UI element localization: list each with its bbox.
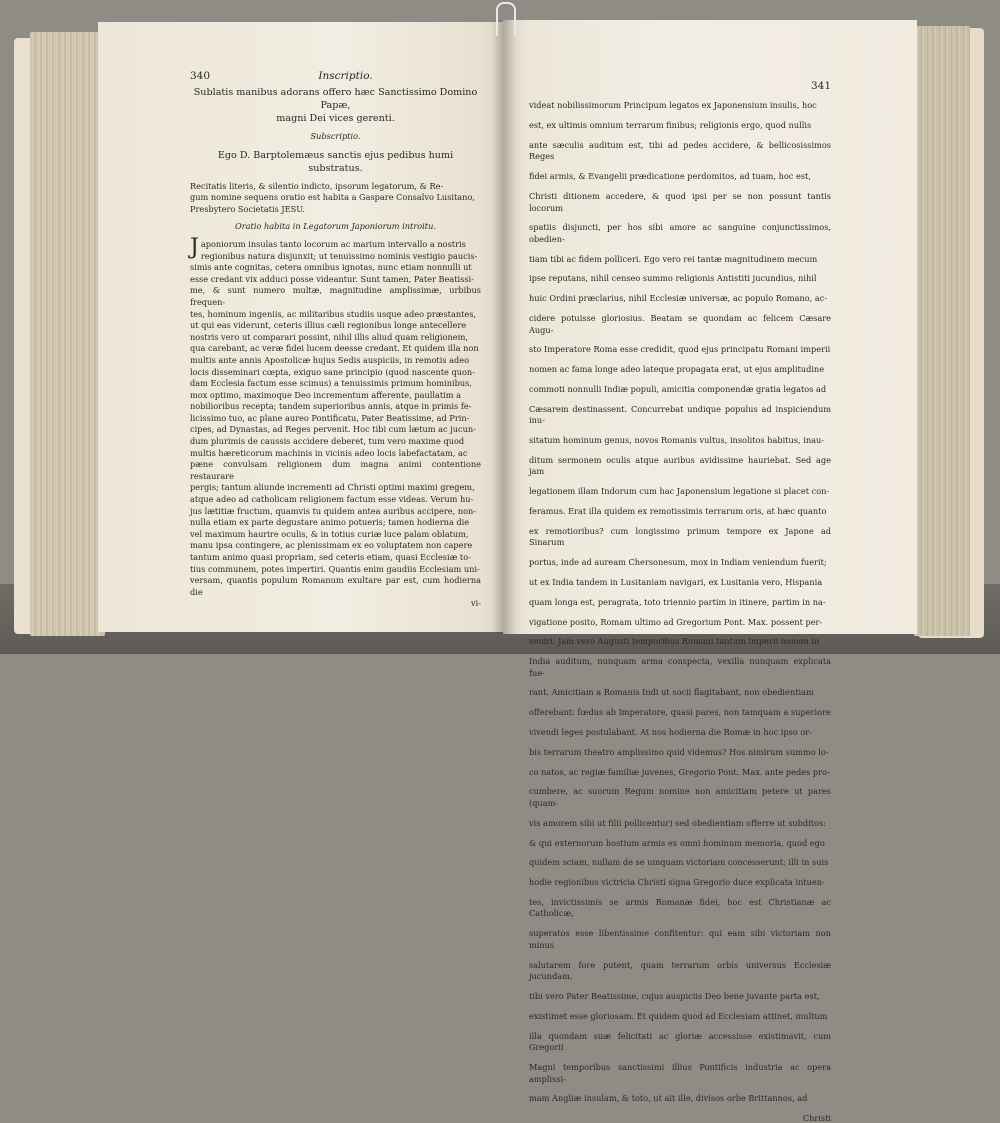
text-line: offerebant: fœdus ab Imperatore, quasi pares, non tamquam a superiore	[529, 707, 831, 718]
text-line: legationem illam Indorum cum hac Japonensium legatione si placet con-	[529, 486, 830, 497]
text-line: mam Angliæ insulam, & toto, ut ait ille, divisos orbe Brittannos, ad	[529, 1093, 808, 1104]
right-page-number: 341	[810, 80, 831, 92]
text-line: sitatum hominum genus, novos Romanis vultus, insolitos habitus, inau-	[529, 435, 825, 446]
text-line: vigatione posito, Romam ultimo ad Gregorium Pont. Max. possent per-	[529, 616, 823, 627]
text-line: & qui externorum hostium armis ex omni hominum memoria, quod ego	[529, 837, 825, 848]
text-line: cidere potuisse gloriosius. Beatam se quondam ac felicem Cæsare Augu-	[529, 313, 831, 335]
inscription-block	[190, 86, 481, 239]
text-line: quam longa est, peragrata, toto triennio partim in itinere, partim in na-	[529, 596, 826, 607]
text-line: qua carebant, ac veræ fidei lucem deesse credant. Et quidem illa non	[190, 343, 479, 354]
left-running-head	[190, 70, 481, 82]
text-line: nostris vero ut comparari possint, nihil illis aliud quam religionem,	[190, 331, 468, 342]
text-line: locis disseminari cœpta, exiguo sane principio (quod nascente quon-	[190, 366, 475, 377]
text-line: videat nobilissimorum Principum legatos ex Japonensium insulis, hoc	[529, 100, 817, 111]
text-line: sto Imperatore Roma esse credidit, quod ejus principatu Romani imperii	[529, 344, 831, 355]
text-line: commoti nonnulli Indiæ populi, amicitia componendæ gratia legatos ad	[529, 383, 827, 394]
text-line: ut qui eas viderunt, ceteris illius cæli regionibus longe antecellere	[190, 320, 467, 331]
text-line: ex remotioribus? cum longissimo primum tempore ex Japone ad Sinarum	[529, 525, 831, 548]
text-line: fidei armis, & Evangelii prædicatione perdomitos, ad tuam, hoc est,	[529, 171, 811, 182]
text-line: India auditum, nunquam arma conspecta, vexilla nunquam explicata fue-	[529, 656, 831, 678]
text-line: multis ante annis Apostolicæ hujus Sedis auspiciis, in remotis adeo	[190, 354, 470, 365]
text-line: salutarem fore putent, quam terrarum orbis universus Ecclesiæ jucundam,	[529, 959, 831, 982]
text-line: quidem sciam, nullam de se umquam victoriam concesserunt; illi in suis	[529, 857, 829, 868]
text-line: rant. Amicitiam a Romanis Indi ut socii flagitabant, non obedientiam	[529, 687, 814, 698]
text-line: est, ex ultimis omnium terrarum finibus; religionis ergo, quod nullis	[529, 119, 812, 130]
text-line: manu ipsa contingere, ac plenissimam ex eo voluptatem non capere	[190, 540, 473, 551]
text-line: pergis; tantum aliunde incrementi ad Christi optimi maximi gregem,	[190, 482, 475, 493]
left-page	[98, 22, 503, 632]
text-line: nulla etiam ex parte degustare animo potueris; tamen hodierna die	[190, 517, 470, 528]
text-line: superatos esse libentissime confitentur: qui eam sibi victoriam non minus	[529, 928, 831, 950]
text-line: spatiis disjuncti, per hos sibi amore ac sanguine conjunctissimos, obedien-	[529, 222, 831, 244]
right-page	[503, 20, 917, 1123]
text-line: nomen ac fama longe adeo lateque propagata erat, ut ejus amplitudine	[529, 364, 825, 375]
text-line: licissimo tuo, ac plane aureo Pontificatu, Pater Beatissime, ad Prin-	[190, 412, 470, 423]
left-page-edges	[30, 32, 105, 636]
text-line: cipes, ad Dynastas, ad Reges pervenit. Hoc tibi cum lætum ac jucun-	[190, 424, 476, 435]
left-page-number: 340	[190, 70, 211, 82]
recital-line: gum nomine sequens oratio est habita a Gaspare Consalvo Lusitano,	[190, 192, 475, 203]
book-gutter	[492, 20, 516, 634]
text-line: jus lætitiæ fructum, quamvis tu quidem antea auribus accipere, non-	[190, 505, 477, 516]
right-page-edges	[914, 26, 970, 636]
oration-heading: Oratio habita in Legatorum Japoniorum introitu.	[235, 221, 436, 232]
inscription-line: Sublatis manibus adorans offero hæc Sanctissimo Domino Papæ,	[193, 87, 478, 111]
text-line: ditum sermonem oculis atque auribus avidissime hauriebat. Sed age jam	[529, 454, 831, 477]
text-line: multis hæreticorum machinis in vicinis adeo locis labefactatam, ac	[190, 447, 468, 458]
text-line: mox optimo, maximoque Deo incrementum afferente, paullatim a	[190, 389, 462, 400]
text-line: pæne convulsam religionem dum magna animi contentione restaurare	[190, 459, 481, 481]
text-line: tibi vero Pater Beatissime, cujus auspiciis Deo bene juvante parta est,	[529, 991, 820, 1001]
text-line: cumbere, ac suorum Regum nomine non amicitiam petere ut pares (quam-	[529, 786, 831, 808]
text-line: tantum animo quasi propriam, sed ceteris etiam, quasi Ecclesiæ to-	[190, 552, 471, 562]
text-line: tius communem, potes impertiri. Quantis enim gaudiis Ecclesiam uni-	[190, 563, 480, 574]
text-line: tiam tibi ac fidem polliceri. Ego vero rei tantæ magnitudinem mecum	[529, 253, 818, 264]
bookmark-ribbon	[496, 2, 516, 36]
text-line: vel maximum haurire oculis, & in totius curiæ luce palam oblatum,	[190, 528, 469, 539]
text-line: Magni temporibus sanctissimi illius Pontificis industria ac opera amplissi-	[529, 1061, 831, 1084]
subscription-line: Ego D. Barptolemæus sanctis ejus pedibus humi substratus.	[217, 149, 454, 174]
text-line: dam Ecclesia factum esse scimus) a tenuissimis primum hominibus,	[190, 378, 472, 389]
inscription-line: magni Dei vices gerenti.	[276, 113, 395, 124]
text-line: regionibus natura disjunxit; ut tenuissimo nominis vestigio paucis-	[200, 250, 478, 261]
text-line: simis ante cognitas, cetera omnibus ignotas, nunc etiam nonnulli ut	[190, 262, 472, 273]
subscription-heading: Subscriptio.	[310, 131, 361, 141]
recital-line: Recitatis literis, & silentio indicto, ipsorum legatorum, & Re-	[190, 180, 444, 191]
text-line: atque adeo ad catholicam religionem factum esse videas. Verum hu-	[190, 494, 474, 505]
text-line: hodie regionibus victricia Christi signa Gregorio duce explicata intuen-	[529, 877, 825, 888]
text-line: esse credant vix adduci posse videantur. Sunt tamen, Pater Beatissi-	[190, 273, 474, 284]
text-line: dum plurimis de caussis accidere deberet, tum vero maxime quod	[190, 436, 465, 447]
text-line: tes, hominum ingeniis, ac militaribus studiis usque adeo præstantes,	[190, 308, 477, 319]
text-line: illa quondam suæ felicitati ac gloriæ accessisse existimavit, cum Gregorii	[529, 1030, 831, 1053]
text-line: portus, inde ad auream Chersonesum, mox in Indiam veniendum fuerit;	[529, 557, 827, 568]
text-line: nobilioribus recepta; tandem superioribus annis, atque in primis fe-	[190, 401, 472, 412]
text-line: vis amorem sibi ut filii pollicentur) sed obedientiam offerre ut subditos:	[529, 817, 826, 828]
recital-line: Presbytero Societatis JESU.	[190, 203, 306, 214]
text-line: vivendi leges postulabant. At nos hodierna die Romæ in hoc ipso or-	[529, 727, 812, 738]
text-line: ipse reputans, nihil censeo summo religionis Antistiti jucundius, nihil	[529, 273, 817, 284]
text-line: ut ex India tandem in Lusitaniam navigari, ex Lusitania vero, Hispania	[529, 576, 823, 587]
text-line: feramus. Erat illa quidem ex remotissimis terrarum oris, at hæc quanto	[529, 506, 827, 517]
right-catchword: Christi	[802, 1113, 831, 1123]
text-line: veniri. Jam vero Augusti temporibus Romani tantum imperii nomen in	[529, 636, 820, 647]
left-body-text	[190, 234, 481, 598]
text-line: Christi ditionem accedere, & quod ipsi per se non possunt tantis locorum	[529, 190, 831, 213]
text-line: Japoniorum insulas tanto locorum ac marium intervallo a nostris	[190, 234, 466, 260]
text-line: ante sæculis auditum est, tibi ad pedes accidere, & bellicosissimos Reges	[529, 139, 831, 162]
text-line: versam, quantis populum Romanum exultare par est, cum hodierna die	[190, 575, 481, 597]
running-title: Inscriptio.	[318, 70, 373, 82]
text-line: Cæsarem destinassent. Concurrebat undique populus ad inspiciendum inu-	[529, 403, 831, 426]
text-line: tes, invictissimis se armis Romanæ fidei, hoc est Christianæ ac Catholicæ,	[529, 896, 831, 919]
text-line: huic Ordini præclarius, nihil Ecclesiæ universæ, ac populo Romano, ac-	[529, 293, 828, 304]
right-body-text	[529, 100, 831, 1105]
text-line: co natos, ac regiæ familiæ juvenes, Gregorio Pont. Max. ante pedes pro-	[529, 766, 830, 777]
text-line: bis terrarum theatro amplissimo quid videmus? Hos nimirum summo lo-	[529, 746, 829, 757]
left-catchword: vi-	[470, 598, 481, 609]
text-line: existimet esse gloriosam. Et quidem quod ad Ecclesiam attinet, multum	[529, 1010, 828, 1021]
text-line: me, & sunt numero multæ, magnitudine amplissimæ, urbibus frequen-	[190, 285, 481, 307]
